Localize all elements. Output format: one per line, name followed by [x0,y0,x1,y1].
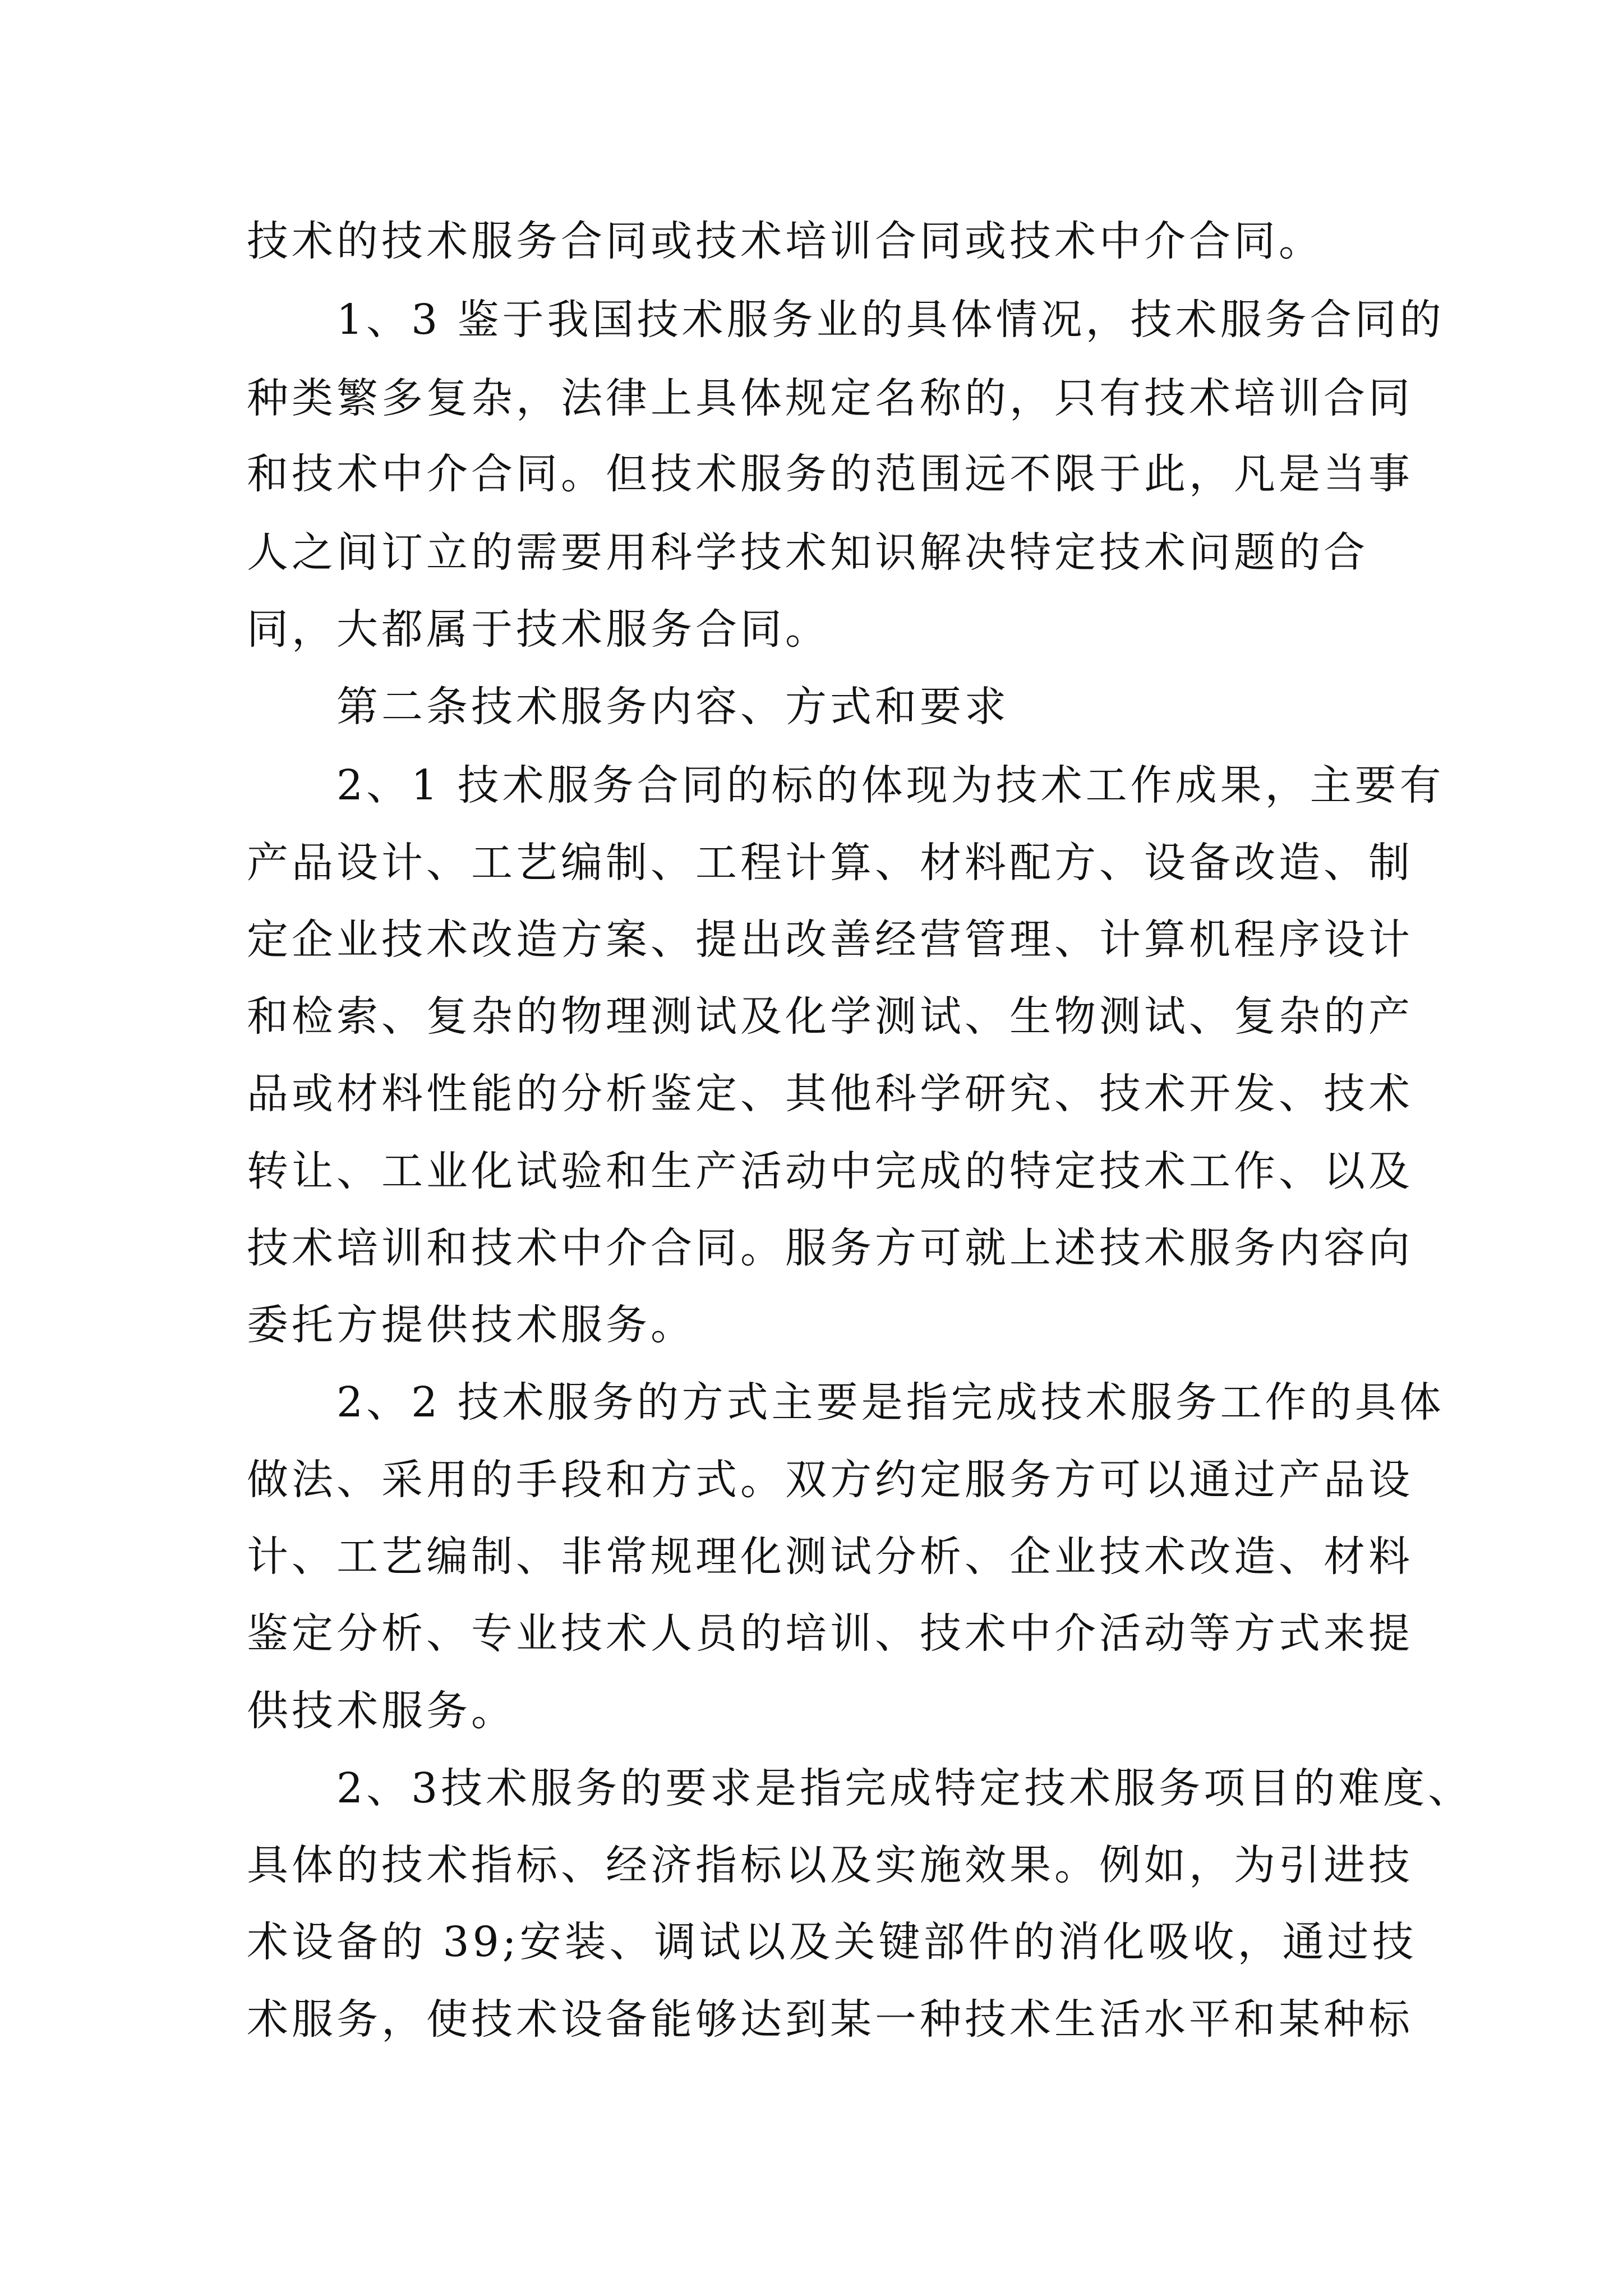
paragraph-line: 种类繁多复杂，法律上具体规定名称的，只有技术培训合同 [247,374,1413,422]
paragraph-line: 做法、采用的手段和方式。双方约定服务方可以通过产品设 [247,1456,1413,1504]
paragraph-line: 2、1 技术服务合同的标的体现为技术工作成果，主要有 [336,761,1445,809]
paragraph-line: 鉴定分析、专业技术人员的培训、技术中介活动等方式来提 [247,1609,1413,1658]
paragraph-line: 技术的技术服务合同或技术培训合同或技术中介合同。 [247,217,1324,265]
paragraph-line: 和检索、复杂的物理测试及化学测试、生物测试、复杂的产 [247,992,1413,1041]
paragraph-line: 和技术中介合同。但技术服务的范围远不限于此，凡是当事 [247,450,1413,498]
paragraph-line: 定企业技术改造方案、提出改善经营管理、计算机程序设计 [247,915,1413,964]
paragraph-line: 供技术服务。 [247,1687,516,1735]
paragraph-line: 具体的技术指标、经济指标以及实施效果。例如，为引进技 [247,1841,1413,1889]
paragraph-line: 1、3 鉴于我国技术服务业的具体情况，技术服务合同的 [336,296,1445,344]
paragraph-line: 2、2 技术服务的方式主要是指完成技术服务工作的具体 [336,1378,1445,1427]
paragraph-line: 委托方提供技术服务。 [247,1301,695,1349]
paragraph-line: 2、3技术服务的要求是指完成特定技术服务项目的难度、 [336,1764,1473,1812]
paragraph-line: 转让、工业化试验和生产活动中完成的特定技术工作、以及 [247,1147,1413,1195]
paragraph-line: 术设备的 39;安装、调试以及关键部件的消化吸收，通过技 [247,1918,1417,1966]
paragraph-line: 计、工艺编制、非常规理化测试分析、企业技术改造、材料 [247,1533,1413,1581]
paragraph-line: 同，大都属于技术服务合同。 [247,605,830,654]
paragraph-line: 技术培训和技术中介合同。服务方可就上述技术服务内容向 [247,1224,1413,1272]
section-heading: 第二条技术服务内容、方式和要求 [336,683,1009,731]
paragraph-line: 人之间订立的需要用科学技术知识解决特定技术问题的合 [247,528,1368,577]
paragraph-line: 术服务，使技术设备能够达到某一种技术生活水平和某种标 [247,1995,1413,2044]
paragraph-line: 产品设计、工艺编制、工程计算、材料配方、设备改造、制 [247,839,1413,887]
paragraph-line: 品或材料性能的分析鉴定、其他科学研究、技术开发、技术 [247,1070,1413,1118]
